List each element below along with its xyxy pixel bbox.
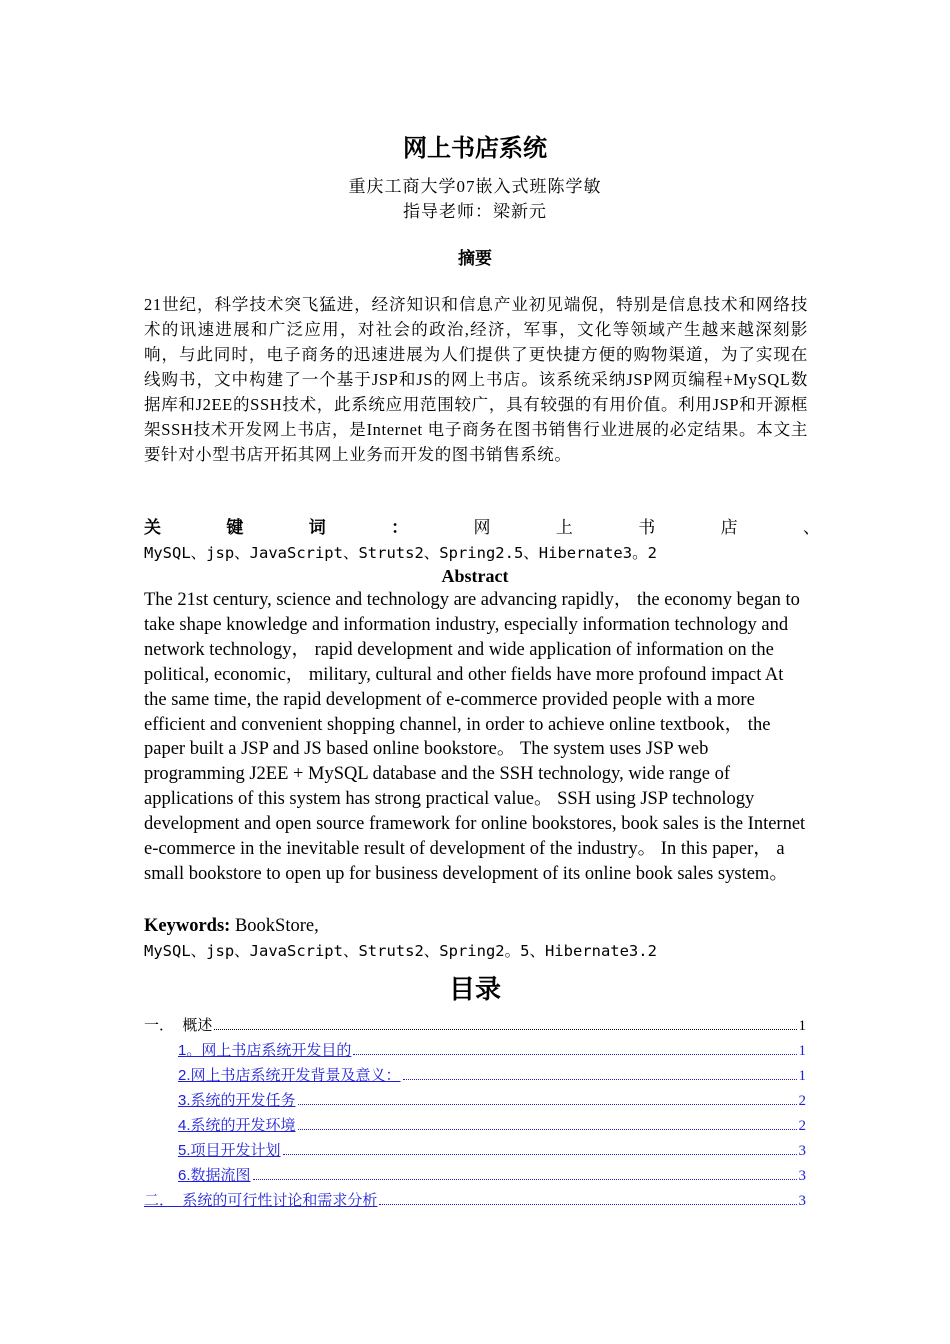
toc-entry-number: 4.: [178, 1117, 191, 1134]
toc-entry-number: 6.: [178, 1167, 191, 1184]
toc-entry-page: 1: [798, 1043, 806, 1059]
abstract-cn-heading: 摘要: [458, 249, 492, 268]
toc-entry-number: 5.: [178, 1142, 191, 1159]
abstract-cn-body: 21世纪，科学技术突飞猛进，经济知识和信息产业初见端倪，特别是信息技术和网络技术的讯速进展和广泛应用，对社会的政治,经济，军事，文化等领域产生越来越深刻影响，与此同时，电子商务的迅速进展为人们提供了更快捷方便的购物渠道，为了实现在线购书，文中构建了一个基于JSP和JS的网上书店。该系统采纳JSP网页编程+MySQL数据库和J2EE的SSH技术，此系统应用范围较广，具有较强的有用价值。利用JSP和开源框架SSH技术开发网上书店，是Internet 电子商务在图书销售行业进展的必定结果。本文主要针对小型书店开拓其网上业务而开发的图书销售系统。: [144, 295, 808, 464]
toc-leader: [353, 1038, 796, 1055]
toc-entry-page: 3: [798, 1143, 806, 1159]
keywords-en-rest: MySQL、jsp、JavaScript、Struts2、Spring2。5、Hibernate3.2: [144, 942, 657, 960]
toc-entry-text: 网上书店系统开发背景及意义：: [190, 1067, 401, 1084]
toc-entry-text: 概述: [182, 1017, 213, 1034]
toc-entry-text: 系统的开发环境: [190, 1117, 296, 1134]
toc-entry-page: 2: [798, 1118, 806, 1134]
toc-entry[interactable]: [144, 1163, 806, 1188]
toc-entry[interactable]: [144, 1038, 806, 1063]
toc-entry[interactable]: [144, 1113, 806, 1138]
keywords-cn-sep: 、: [803, 518, 820, 537]
toc-leader: [379, 1188, 796, 1205]
toc-entry-text: 系统的可行性讨论和需求分析: [182, 1192, 378, 1209]
abstract-en-heading: Abstract: [441, 566, 509, 586]
keywords-cn-term-4: 店: [720, 518, 738, 537]
abstract-en-body: The 21st century, science and technology are advancing rapidly， the economy began to take shape knowledge and information industry, especially information technology and network technology， rapid development and wide application of information on the political, economic， military, cultural and other fields have more profound impact At the same time, the rapid development of e-commerce provided people with a more efficient and convenient shopping channel, in order to achieve online textbook， the paper built a JSP and JS based online bookstore。 The system uses JSP web programming J2EE + MySQL database and the SSH technology, wide range of applications of this system has strong practical value。 SSH using JSP technology development and open source framework for online bookstores, book sales is the Internet e-commerce in the inevitable result of development of the industry。 In this paper， a small bookstore to open up for business development of its online book sales system。: [144, 590, 806, 884]
toc-entry-number: 2.: [178, 1067, 191, 1084]
keywords-cn-label-2: 键: [226, 518, 244, 537]
toc-entry[interactable]: [144, 1138, 806, 1163]
toc-title: 目录: [448, 974, 501, 1004]
toc-entry-number: 1: [178, 1042, 187, 1059]
keywords-en-first: BookStore,: [230, 916, 319, 936]
document-title: 网上书店系统: [403, 135, 547, 162]
toc-entry-number: 一．: [144, 1017, 183, 1034]
keywords-cn-label-3: 词: [308, 518, 326, 537]
toc-entry-text: 数据流图: [190, 1167, 251, 1184]
keywords-cn-term-3: 书: [638, 518, 656, 537]
keywords-cn-term-1: 网: [473, 518, 491, 537]
toc-leader: [298, 1113, 797, 1130]
toc-leader: [298, 1088, 797, 1105]
toc-entry-number: 3.: [178, 1092, 191, 1109]
toc-entry-text: 。网上书店系统开发目的: [186, 1042, 352, 1059]
toc-leader: [253, 1163, 797, 1180]
toc-leader: [403, 1063, 797, 1080]
keywords-cn-term-2: 上: [555, 518, 573, 537]
toc-entry-page: 1: [798, 1018, 806, 1034]
keywords-cn-rest: MySQL、jsp、JavaScript、Struts2、Spring2.5、Hibernate3。2: [144, 544, 657, 562]
toc-entry-page: 3: [798, 1168, 806, 1184]
toc-entry-page: 3: [798, 1193, 806, 1209]
keywords-cn-line: [144, 515, 820, 540]
author-line: 重庆工商大学07嵌入式班陈学敏: [348, 177, 602, 196]
toc-entry[interactable]: [144, 1013, 806, 1038]
keywords-cn-label-1: 关: [144, 518, 161, 537]
toc-entry-page: 1: [798, 1068, 806, 1084]
keywords-en-line: [144, 913, 319, 939]
keywords-en-label: Keywords:: [144, 916, 231, 936]
table-of-contents: [144, 1013, 806, 1213]
toc-entry[interactable]: [144, 1088, 806, 1113]
toc-entry[interactable]: [144, 1188, 806, 1213]
toc-entry-text: 系统的开发任务: [190, 1092, 296, 1109]
toc-entry-number: 二．: [144, 1192, 183, 1209]
toc-entry-text: 项目开发计划: [190, 1142, 281, 1159]
advisor-line: 指导老师：梁新元: [403, 202, 547, 221]
keywords-cn-colon: ：: [391, 518, 409, 537]
toc-leader: [214, 1013, 796, 1030]
toc-leader: [283, 1138, 797, 1155]
toc-entry-page: 2: [798, 1093, 806, 1109]
toc-entry[interactable]: [144, 1063, 806, 1088]
